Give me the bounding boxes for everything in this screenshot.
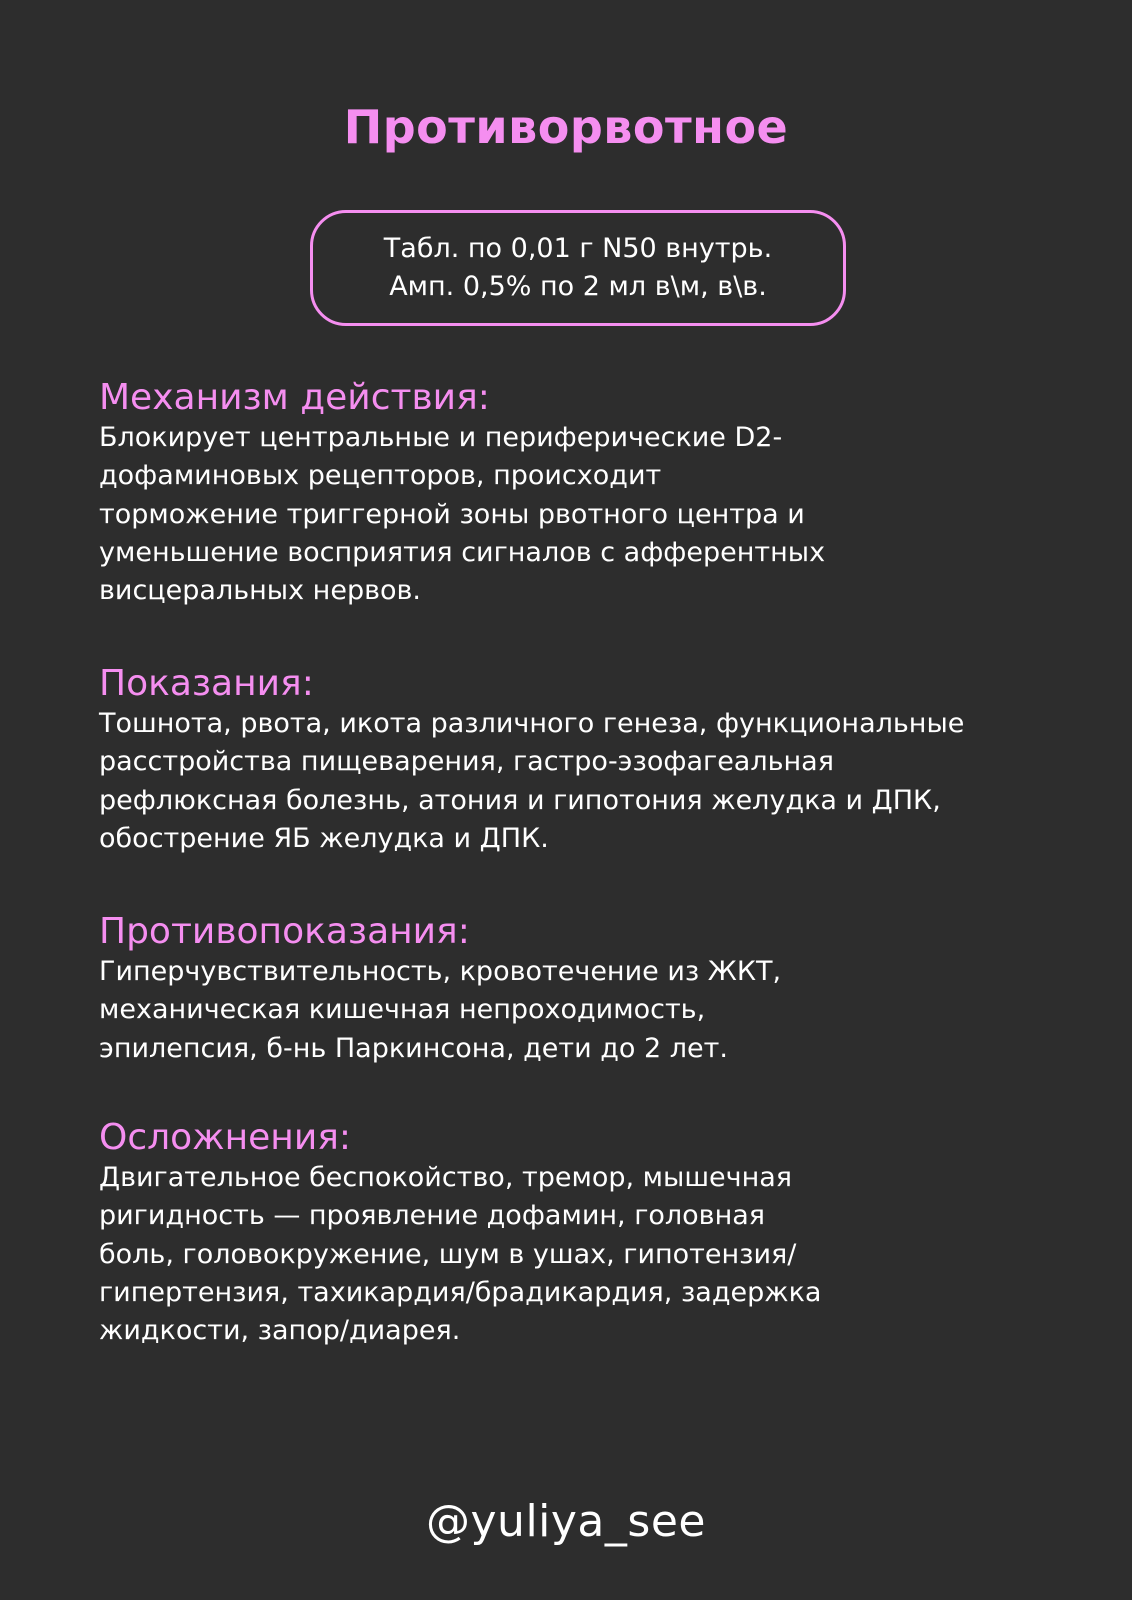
dosage-box [310, 210, 846, 326]
section-heading-indications: Показания: [99, 663, 314, 704]
section-body-indications [99, 705, 1059, 858]
body-line: рефлюксная болезнь, атония и гипотония желудка и ДПК, [99, 784, 941, 816]
body-line: гипертензия, тахикардия/брадикардия, задержка [99, 1276, 822, 1308]
body-line: Гиперчувствительность, кровотечение из ЖКТ, [99, 956, 782, 987]
body-line: дофаминовых рецепторов, происходит [99, 460, 662, 492]
section-complications [99, 1117, 1059, 1350]
body-line: расстройства пищеварения, гастро-эзофагеальная [99, 746, 834, 778]
page-title: Противорвотное [343, 100, 789, 154]
section-heading-contraindications: Противопоказания: [99, 911, 470, 952]
body-line: механическая кишечная непроходимость, [99, 994, 706, 1026]
body-line: торможение триггерной зоны рвотного центра и [99, 498, 805, 530]
section-contraindications [99, 911, 1059, 1068]
dosage-tablets: Табл. по 0,01 г N50 внутрь. [383, 233, 773, 264]
author-handle: @yuliya_see [426, 1496, 706, 1547]
body-line: Блокирует центральные и периферические D2- [99, 422, 783, 453]
body-line: ригидность — проявление дофамин, головная [99, 1200, 766, 1232]
body-line: уменьшение восприятия сигналов с афферентных [99, 536, 826, 568]
body-line: эпилепсия, б-нь Паркинсона, дети до 2 лет. [99, 1032, 728, 1064]
section-heading-mechanism: Механизм действия: [99, 377, 490, 418]
section-body-mechanism [99, 419, 1059, 610]
body-line: жидкости, запор/диарея. [99, 1315, 461, 1347]
section-heading-complications: Осложнения: [99, 1117, 351, 1158]
section-body-complications [99, 1159, 1059, 1350]
section-mechanism [99, 377, 1059, 610]
section-body-contraindications [99, 953, 1059, 1068]
body-line: Тошнота, рвота, икота различного генеза, функциональные [99, 708, 965, 739]
body-line: висцеральных нервов. [99, 575, 422, 607]
body-line: обострение ЯБ желудка и ДПК. [99, 822, 549, 854]
body-line: боль, головокружение, шум в ушах, гипотензия/ [99, 1238, 797, 1270]
body-line: Двигательное беспокойство, тремор, мышечная [99, 1162, 793, 1193]
dosage-ampoules: Амп. 0,5% по 2 мл в\м, в\в. [389, 271, 767, 302]
section-indications [99, 663, 1059, 858]
